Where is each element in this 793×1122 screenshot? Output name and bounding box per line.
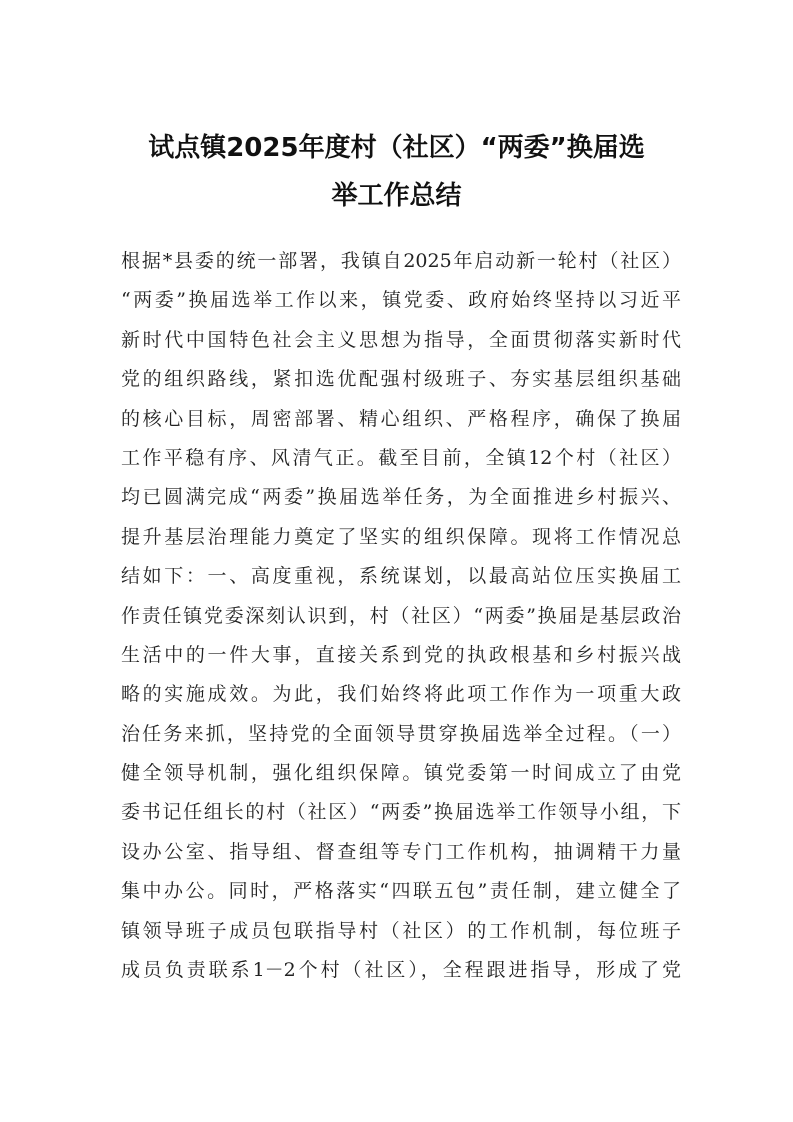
title-line-2: 举工作总结 (331, 181, 462, 211)
body-line: 的核心目标，周密部署、精心组织、严格程序，确保了换届 (121, 407, 681, 430)
body-line: 略的实施成效。为此，我们始终将此项工作作为一项重大政 (121, 683, 681, 706)
title-line-1: 试点镇2025年度村（社区）“两委”换届选 (148, 133, 645, 163)
body-line: 成员负责联系1－2个村（社区），全程跟进指导，形成了党 (121, 959, 681, 982)
body-line: 新时代中国特色社会主义思想为指导，全面贯彻落实新时代 (121, 328, 681, 351)
document-body (121, 242, 681, 990)
body-line: 生活中的一件大事，直接关系到党的执政根基和乡村振兴战 (121, 643, 681, 666)
body-line: 作责任镇党委深刻认识到，村（社区）“两委”换届是基层政治 (121, 604, 681, 627)
body-line: 治任务来抓，坚持党的全面领导贯穿换届选举全过程。（一） (121, 722, 681, 745)
body-line: “两委”换届选举工作以来，镇党委、政府始终坚持以习近平 (121, 289, 681, 312)
body-line: 工作平稳有序、风清气正。截至目前，全镇12个村（社区） (121, 446, 681, 469)
document-title (100, 124, 693, 220)
body-line: 集中办公。同时，严格落实“四联五包”责任制，建立健全了 (121, 880, 681, 903)
body-line: 健全领导机制，强化组织保障。镇党委第一时间成立了由党 (121, 762, 681, 785)
body-line: 均已圆满完成“两委”换届选举任务，为全面推进乡村振兴、 (121, 486, 681, 509)
body-line: 委书记任组长的村（社区）“两委”换届选举工作领导小组，下 (121, 801, 681, 824)
body-line: 设办公室、指导组、督查组等专门工作机构，抽调精干力量 (121, 840, 681, 863)
body-line: 提升基层治理能力奠定了坚实的组织保障。现将工作情况总 (121, 525, 681, 548)
body-line: 镇领导班子成员包联指导村（社区）的工作机制，每位班子 (121, 919, 681, 942)
body-line: 结如下：一、高度重视，系统谋划，以最高站位压实换届工 (121, 565, 681, 588)
body-line: 党的组织路线，紧扣选优配强村级班子、夯实基层组织基础 (121, 368, 681, 391)
body-line: 根据*县委的统一部署，我镇自2025年启动新一轮村（社区） (121, 250, 681, 272)
